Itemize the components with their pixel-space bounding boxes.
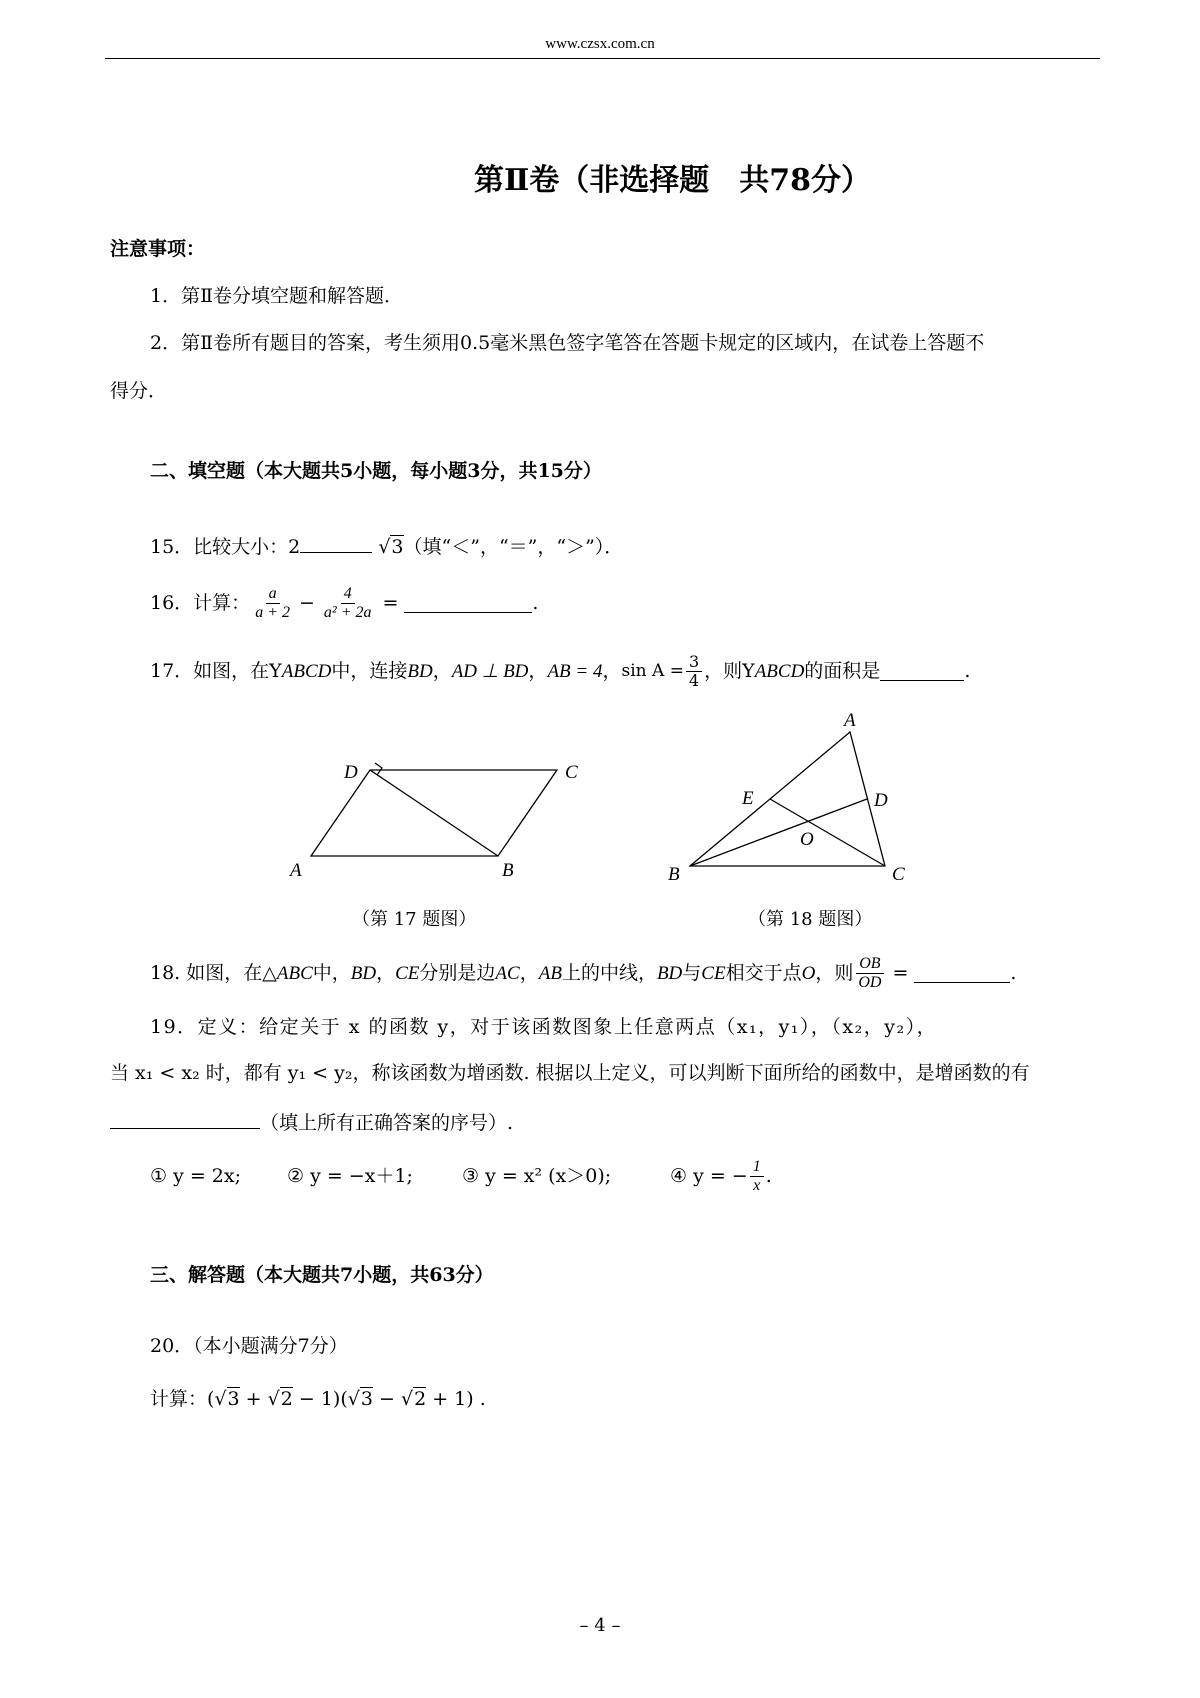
q19-answer-blank (110, 1111, 260, 1129)
q17-fraction (686, 653, 702, 691)
q19-opt4-den: x (753, 1177, 761, 1195)
fig17-label-a: A (290, 860, 302, 880)
header-url: www.czsx.com.cn (545, 36, 655, 52)
q18-end: . (1010, 962, 1017, 985)
q16-fraction-2 (321, 585, 375, 623)
notice-item-2-cont: 得分． (110, 380, 168, 402)
fig18-label-e: E (742, 788, 754, 809)
q18-num: OB (856, 955, 883, 974)
q17-answer-blank (880, 663, 964, 681)
q20-end: + 1) . (426, 1388, 486, 1410)
q20-sqrt-sign-4: √ (400, 1388, 414, 1410)
q16-den-1: a + 2 (255, 604, 290, 622)
q20-prefix: 计算： (150, 1388, 208, 1410)
q16-minus: − (298, 592, 315, 615)
page-number: – 4 – (579, 1615, 621, 1636)
fig18-label-c: C (892, 864, 905, 885)
q18-abc: ABC (276, 963, 313, 985)
q17-text-6: ，则Y (704, 660, 755, 683)
q15-prefix: 15．比较大小：2 (150, 536, 301, 559)
q16-fraction-1 (252, 585, 293, 623)
q20-sqrt-sign-3: √ (347, 1388, 360, 1410)
q18-text-3: ， (376, 962, 396, 985)
page-title: 第Ⅱ卷（非选择题 共78分） (473, 163, 872, 198)
q17-num: 3 (686, 653, 702, 672)
fig18-label-b: B (668, 864, 680, 885)
q17-bd: BD (407, 661, 433, 683)
q18-ce: CE (395, 963, 420, 985)
q16-end: . (532, 592, 539, 615)
q18-den: OD (858, 974, 882, 992)
q18-text-8: 相交于点 (725, 962, 802, 985)
q18-text-1: 18. 如图，在△ (150, 962, 277, 985)
q17-den: 4 (688, 671, 700, 691)
fig17-right-angle-mark (375, 763, 382, 775)
q19-option-4-fraction (750, 1158, 764, 1196)
q20-sqrt2-a: 2 (280, 1388, 293, 1410)
q19-line-3 (110, 1111, 513, 1133)
q19-options (150, 1158, 772, 1196)
q17-sin: sin A = (621, 661, 684, 682)
q18-fraction (855, 955, 884, 993)
fig18-triangle-shape (690, 732, 885, 866)
q19-option-1: ① y = 2x; (150, 1165, 242, 1188)
fig17-diagonal-bd (370, 770, 498, 856)
q16-prefix: 16．计算： (150, 592, 251, 615)
q20-sqrt3-a: 3 (227, 1388, 240, 1410)
q17-text-7: 的面积是 (804, 660, 881, 683)
q15-sqrt-value: 3 (391, 536, 404, 559)
figure-17-caption: （第 17 题图） (352, 909, 477, 930)
q19-option-2: ② y = −x＋1; (287, 1165, 413, 1188)
notice-heading: 注意事项： (110, 238, 206, 260)
figure-18-triangle (660, 712, 930, 892)
q19-line-1: 19．定义：给定关于 x 的函数 y，对于该函数图象上任意两点（x₁，y₁），（x₂，y₂）， (150, 1016, 938, 1038)
q20-expression (150, 1390, 486, 1409)
question-15 (150, 535, 623, 557)
q19-opt4-num: 1 (750, 1158, 764, 1177)
q18-text-5: ， (519, 962, 539, 985)
figure-17-parallelogram (270, 750, 590, 880)
fig18-label-d: D (874, 790, 888, 811)
notice-item-2: 2．第Ⅱ卷所有题目的答案，考生须用0.5毫米黑色签字笔答在答题卡规定的区域内，在试卷上答题不 (150, 332, 985, 354)
fig18-median-ce (770, 799, 885, 866)
q20-middle: − 1)( (292, 1388, 348, 1410)
q19-line-2: 当 x₁ < x₂ 时，都有 y₁ < y₂，称该函数为增函数. 根据以上定义，可以判断下面所给的函数中，是增函数的有 (110, 1062, 1030, 1084)
q20-open-paren: ( (207, 1388, 215, 1410)
q20-sqrt-sign-2: √ (267, 1388, 280, 1410)
q18-bd-2: BD (656, 963, 683, 985)
fig17-label-d: D (344, 762, 358, 783)
q20-plus: + (239, 1388, 268, 1410)
q20-sqrt2-b: 2 (414, 1388, 427, 1410)
question-16 (150, 585, 538, 623)
q18-bd: BD (350, 963, 377, 985)
fig18-median-bd (690, 799, 867, 866)
q18-ac: AC (495, 963, 520, 985)
q16-den-2: a² + 2a (323, 604, 372, 622)
q15-sqrt-sign: √ (378, 536, 391, 559)
q17-abcd-2: ABCD (754, 661, 805, 683)
q16-num-2: 4 (341, 585, 355, 604)
q18-ce-2: CE (701, 963, 726, 985)
q18-text-9: ，则 (815, 962, 854, 985)
q16-answer-blank (404, 595, 532, 613)
q16-equals: = (382, 592, 399, 615)
q20-minus: − (372, 1388, 401, 1410)
q18-text-2: 中， (312, 962, 351, 985)
q17-condition-2: AB = 4 (547, 661, 603, 683)
section2-heading: 二、填空题（本大题共5小题，每小题3分，共15分） (150, 460, 602, 482)
q20-title: 20．（本小题满分7分） (150, 1335, 348, 1357)
section3-heading: 三、解答题（本大题共7小题，共63分） (150, 1264, 494, 1286)
notice-item-1: 1．第Ⅱ卷分填空题和解答题． (150, 285, 404, 307)
q18-o: O (801, 963, 816, 985)
q18-ab: AB (538, 963, 562, 985)
q19-option-4-end: . (765, 1165, 772, 1188)
q18-text-6: 上的中线， (561, 962, 657, 985)
q17-abcd: ABCD (281, 661, 332, 683)
q17-text-4: ， (528, 660, 548, 683)
q16-num-1: a (266, 585, 280, 604)
q19-option-4: ④ y = − (670, 1165, 748, 1188)
q20-sqrt3-b: 3 (360, 1388, 373, 1410)
q19-line-3-text: （填上所有正确答案的序号）. (260, 1112, 514, 1135)
q18-answer-blank (914, 965, 1010, 983)
fig18-label-a: A (844, 712, 856, 731)
q15-suffix: （填“＜”，“＝”，“＞”）． (403, 536, 624, 559)
q20-sqrt-sign-1: √ (214, 1388, 227, 1410)
question-18 (150, 955, 1016, 993)
fig18-label-o: O (800, 829, 814, 850)
q15-answer-blank (300, 535, 372, 553)
q17-text-5: ， (602, 660, 622, 683)
q19-option-3: ③ y = x² (x＞0); (462, 1165, 612, 1188)
q17-text-3: ， (432, 660, 452, 683)
figure-18-caption: （第 18 题图） (748, 909, 873, 930)
question-17 (150, 653, 970, 691)
q17-text-1: 17．如图，在Y (150, 660, 282, 683)
q18-equals: = (892, 962, 909, 985)
q18-text-7: 与 (682, 962, 702, 985)
fig17-label-b: B (502, 860, 514, 880)
q17-text-2: 中，连接 (331, 660, 408, 683)
q17-end: . (964, 660, 971, 683)
fig17-label-c: C (565, 762, 578, 783)
q17-condition-1: AD ⊥ BD (451, 661, 529, 683)
q18-text-4: 分别是边 (419, 962, 496, 985)
header-rule (105, 58, 1100, 59)
